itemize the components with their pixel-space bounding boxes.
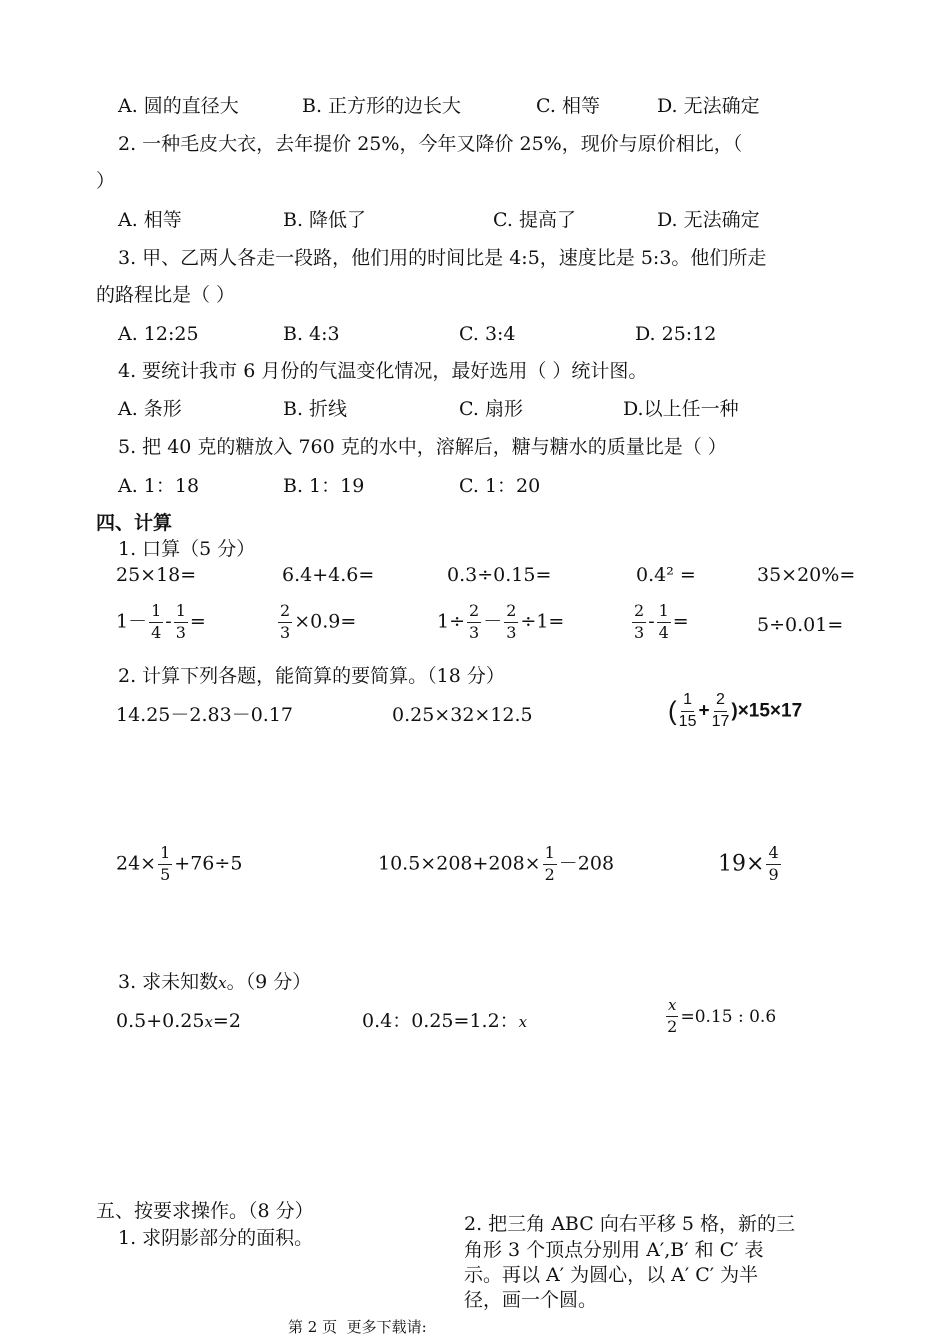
fraction: $\frac{2}{3}$ [280,601,291,642]
page-footer [288,1319,427,1336]
q3-option-c: C. 3:4 [459,323,516,345]
oral-calc-2: 6.4+4.6= [282,564,375,586]
q5-option-a: A. 1：18 [118,475,200,497]
q1-option-c: C. 相等 [536,95,600,117]
fraction: $\frac{1}{3}$ [175,601,186,642]
q5-option-c: C. 1：20 [459,475,541,497]
oral-calc-4: 0.4² = [636,564,696,586]
calc-4: 24× $\frac{1}{5}$ +76÷5 [116,843,243,884]
q1-option-b: B. 正方形的边长大 [302,95,462,117]
q3-option-b: B. 4:3 [283,323,340,345]
calc-3: ( $\frac{1}{15}$ + $\frac{2}{17}$ )×15×17 [668,691,803,730]
oral-calc-3: 0.3÷0.15= [447,564,552,586]
oral-calc-6: 1－ $\frac{1}{4}$ - $\frac{1}{3}$ = [116,601,206,642]
oral-calc-title: 1. 口算（5 分） [118,538,256,560]
equation-3: $\frac{x}{2}$ =0.15 : 0.6 [667,996,777,1036]
page-number: 第 2 页 [288,1318,338,1336]
calc-title: 2. 计算下列各题，能简算的要简算。（18 分） [118,665,505,687]
q2-option-b: B. 降低了 [283,209,367,231]
q1-option-a: A. 圆的直径大 [118,95,239,117]
q4-option-a: A. 条形 [118,398,182,420]
q3-option-d: D. 25:12 [635,323,717,345]
q2-stem-line2: ） [96,170,116,192]
q2-option-d: D. 无法确定 [657,209,760,231]
fraction: $\frac{1}{15}$ [678,691,697,730]
oral-calc-10: 5÷0.01= [757,614,844,636]
fraction: $\frac{2}{3}$ [469,601,480,642]
fraction: $\frac{1}{4}$ [658,601,669,642]
fraction: $\frac{2}{3}$ [506,601,517,642]
oral-calc-7: $\frac{2}{3}$ ×0.9= [280,601,357,642]
q4-stem: 4. 要统计我市 6 月份的气温变化情况，最好选用（ ）统计图。 [118,360,648,382]
section5-q1: 1. 求阴影部分的面积。 [118,1227,314,1249]
q2-option-c: C. 提高了 [493,209,576,231]
oral-calc-1: 25×18= [116,564,197,586]
q5-option-b: B. 1：19 [283,475,365,497]
equation-2: 0.4：0.25=1.2：x [362,1010,528,1032]
calc-2: 0.25×32×12.5 [392,704,533,726]
fraction: $\frac{4}{9}$ [768,843,779,884]
solve-title: 3. 求未知数x。（9 分） [118,971,312,993]
q4-option-b: B. 折线 [283,398,348,420]
q3-stem-line2: 的路程比是（ ） [96,284,236,306]
section5-q2-line2: 角形 3 个顶点分别用 A′,B′ 和 C′ 表 [464,1239,764,1261]
q2-option-a: A. 相等 [118,209,182,231]
download-link[interactable]: 更多下载请: [346,1318,427,1336]
section5-title: 五、按要求操作。（8 分） [96,1200,314,1222]
section5-q2-line3: 示。再以 A′ 为圆心，以 A′ C′ 为半 [464,1264,759,1286]
calc-6: 19× $\frac{4}{9}$ [718,843,779,884]
oral-calc-5: 35×20%= [757,564,856,586]
q3-stem-line1: 3. 甲、乙两人各走一段路，他们用的时间比是 4:5，速度比是 5:3。他们所走 [118,247,767,269]
q4-option-d: D.以上任一种 [623,398,739,420]
fraction: $\frac{1}{2}$ [544,843,555,884]
section5-q2-line1: 2. 把三角 ABC 向右平移 5 格，新的三 [464,1213,795,1235]
q5-stem: 5. 把 40 克的糖放入 760 克的水中，溶解后，糖与糖水的质量比是（ ） [118,436,727,458]
equation-1: 0.5+0.25x=2 [116,1010,241,1032]
fraction: $\frac{2}{17}$ [711,691,730,730]
section4-title: 四、计算 [96,512,173,534]
q2-stem-line1: 2. 一种毛皮大衣，去年提价 25%，今年又降价 25%，现价与原价相比，（ [118,133,743,155]
oral-calc-9: $\frac{2}{3}$ - $\frac{1}{4}$ = [634,601,689,642]
calc-1: 14.25－2.83－0.17 [116,704,294,726]
section5-q2-line4: 径，画一个圆。 [464,1289,598,1311]
fraction: $\frac{2}{3}$ [634,601,645,642]
q1-option-d: D. 无法确定 [657,95,760,117]
fraction: $\frac{x}{2}$ [667,996,678,1036]
q3-option-a: A. 12:25 [118,323,199,345]
fraction: $\frac{1}{4}$ [151,601,162,642]
calc-5: 10.5×208+208× $\frac{1}{2}$ －208 [378,843,615,884]
fraction: $\frac{1}{5}$ [160,843,171,884]
oral-calc-8: 1÷ $\frac{2}{3}$ － $\frac{2}{3}$ ÷1= [437,601,565,642]
q4-option-c: C. 扇形 [459,398,523,420]
